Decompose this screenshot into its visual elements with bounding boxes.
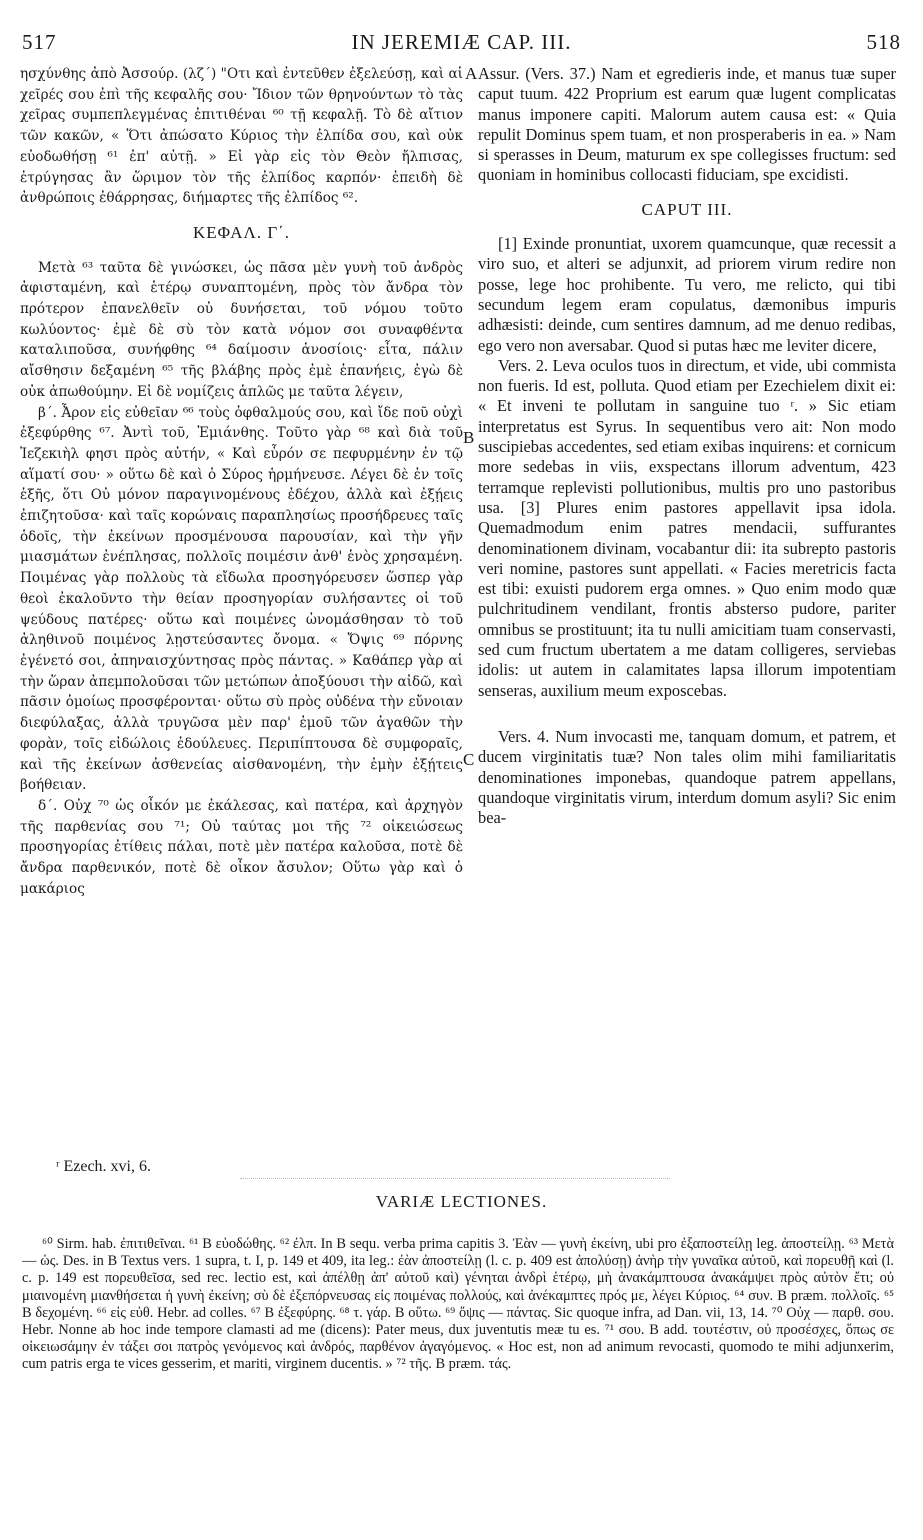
footnote: ʳ Ezech. xvi, 6. (56, 1158, 151, 1175)
latin-paragraph-1: Assur. (Vers. 37.) Nam et egredieris inde, et manus tuæ super caput tuum. 422 Proprium est earum quæ lugent complicatas manus imponere capiti. Malorum autem causa est: « Quia repulit Dominus spem tuam, et non prosperaberis in ea. » Nam si sperasses in Deum, maturum ex spe collegisses fructum: sed quoniam in hominibus collocasti fiduciam, spe excidisti. (478, 64, 896, 185)
margin-letter-b: B (463, 428, 475, 447)
latin-paragraph-4: Vers. 4. Num invocasti me, tanquam domum, et patrem, et ducem virginitatis tuæ? Non tales olim mihi familiaritatis denominationes imponebas, quandoque patrem appellans, quandoque virginitatis virum, interdum domum asyli? Sic enim bea- (478, 726, 896, 828)
left-column-number: 517 (22, 30, 57, 54)
variae-lectiones-heading: VARIÆ LECTIONES. (375, 1192, 548, 1211)
latin-paragraph-2: [1] Exinde pronuntiat, uxorem quamcunque, quæ recessit a viro suo, et alteri se adjunxit, ad priorem virum redire non posse, lege hoc prohibente. Tu vero, me relicto, qui tibi secundum legem eram copulatus, dæmonibus impuris adhæsisti: deinde, cum sentires damnum, ad me denuo redibas, ego vero non aversabar. Quod si putas hæc me leviter dicere, (478, 234, 896, 355)
right-column-number: 518 (866, 30, 901, 54)
paragraph-gap (478, 701, 896, 727)
variae-lectiones-notes (22, 1236, 894, 1518)
running-title: IN JEREMIÆ CAP. III. (351, 30, 572, 54)
greek-paragraph-2: Μετὰ ⁶³ ταῦτα δὲ γινώσκει, ὡς πᾶσα μὲν γυνὴ τοῦ ἀνδρὸς ἀφισταμένη, καὶ ἑτέρῳ συναπτομένη, πρὸς τὸν ἄνδρα τὸν πρότερον ἐπανελθεῖν οὐ δυνήσεται, τοῦ νόμου τοῦτο κωλύοντος· ἐμὲ δὲ σὺ τὸν κατὰ νόμον σοι συναφθέντα καταλιποῦσα, συνήφθης ⁶⁴ δαίμοσιν ἀνοσίοις· εἶτα, πάλιν αἴσθησιν δεξαμένη ⁶⁵ τῆς βλάβης πρὸς ἐμὲ ἐπανήεις, ἐγὼ δὲ οὐκ ἀπωθούμην. Εἰ δὲ νομίζεις ἁπλῶς με ταῦτα λέγειν, (20, 259, 463, 400)
greek-paragraph-3: β΄. Ἆρον εἰς εὐθεῖαν ⁶⁶ τοὺς ὀφθαλμούς σου, καὶ ἴδε ποῦ οὐχὶ ἐξεφύρθης ⁶⁷. Ἀντὶ τοῦ, Ἐμιάνθης. Τοῦτο γὰρ ⁶⁸ καὶ διὰ τοῦ Ἰεζεκιὴλ φησι πρὸς αὐτήν, « Καὶ εὗρόν σε πεφυρμένην ἐν τῷ αἵματί σου· » οὕτω δὲ καὶ ὁ Σύρος ἡρμήνευσε. Λέγει δὲ ἐν τοῖς ἑξῆς, ὅτι Οὐ μόνον παραγινομένους ἐδέχου, ἀλλὰ καὶ ἐξῄεις ἐπιζητοῦσα· καὶ ταῖς κορώναις παραπλησίως προσήδρευες ταῖς ὁδοῖς, τὴν ἐκείνων προσμένουσα παρουσίαν, καὶ τὴν γῆν μιασμάτων ἐνέπλησας, πολλοῖς ποιμέσιν ἀνθ' ἑνὸς χρησαμένη. Ποιμένας γὰρ πολλοὺς τὰ εἴδωλα προσηγόρευσεν ὥσπερ γὰρ θεοὶ ἐκαλοῦντο τὴν θείαν προσηγορίαν συλήσαντες οἱ τοῦ ψεύδους πατέρες· οὕτω καὶ ποιμένες ὠνομάσθησαν τὸ τοῦ ἀληθινοῦ ποιμένος λῃστεύσαντες ὄνομα. « Ὄψις ⁶⁹ πόρνης ἐγένετό σοι, ἀπηναισχύντησας πρὸς πάντας. » Καθάπερ γὰρ αἱ τὴν ὥραν ἀπεμπολοῦσαι τῶν μετώπων ἀποξύουσι τὴν αἰδῶ, καὶ πᾶσιν ὁμοίως προσφέρονται· οὕτω σὺ πρὸς οὐδένα τὴν εὔνοιαν διεφύλαξας, ἀλλὰ τρυγῶσα μὲν παρ' ἐμοῦ τῶν ἀγαθῶν τὴν φορὰν, τοῖς εἰδώλοις ἐδούλευες. Περιπίπτουσα δὲ συμφοραῖς, καὶ τῆς ἐκείνων ἀσθενείας αἰσθανομένη, τὴν ἐμὴν ἐξῄτεις βοήθειαν. (20, 404, 463, 794)
page-header (22, 30, 901, 58)
greek-paragraph-4: δ΄. Οὐχ ⁷⁰ ὡς οἶκόν με ἐκάλεσας, καὶ πατέρα, καὶ ἀρχηγὸν τῆς παρθενίας σου ⁷¹; Οὐ ταύτας μοι τῆς ⁷² οἰκειώσεως προσηγορίας ἐτίθεις πάλαι, ποτὲ μὲν πατέρα καλοῦσα, ποτὲ δὲ ἄνδρα παρθενικόν, ποτὲ δὲ οἶκον ἄσυλον; Οὕτω γὰρ καὶ ὁ μακάριος (20, 797, 463, 897)
divider (240, 1178, 670, 1179)
greek-column (20, 64, 463, 1160)
margin-letter-c: C (463, 750, 475, 769)
latin-chapter-heading: CAPUT III. (641, 199, 733, 219)
greek-chapter-heading: ΚΕΦΑΛ. Γ΄. (192, 222, 291, 242)
latin-paragraph-3: Vers. 2. Leva oculos tuos in directum, et vide, ubi commista non fueris. Id est, polluta. Quod etiam per Ezechielem dixit ei: « Et inveni te pollutam in sanguine tuo ʳ. » Sic etiam interpretatus est Syrus. In sequentibus vero ait: Non modo suscipiebas accedentes, sed etiam exibas inquirens: et cornicum more sedebas in viis, exspectans illorum adventum, 423 terramque replevisti pollutionibus, multis pro uno pastoribus usa. [3] Plures enim pastores appellavit ipsa idola. Quemadmodum enim patres mendacii, suffurantes denominationem divinam, vocabantur dii: ita subrepto pastoris veri nomine, pastores sunt appellati. « Facies meretricis facta est tibi: exuisti pudorem erga omnes. » Quo enim modo quæ pulchritudinem vendilant, frontis absterso pudore, pariter omnibus se prostituunt; ita tu nulli amicitiam tuam conservasti, sed cum fructum ubertatem a me datam colligeres, serviebas idolis: ut autem in calamitates lapsa illorum impotentiam senseras, auxilium meum exposcebas. (478, 355, 896, 700)
variae-lectiones-text: ⁶⁰ Sirm. hab. ἐπιτιθεῖναι. ⁶¹ B εὐοδώθης. ⁶² ἐλπ. In B sequ. verba prima capitis 3. Ἐὰν — γυνὴ ἐκείνη, ubi pro ἐξαποστείλῃ leg. ἀποστείλῃ. ⁶³ Μετὰ — ὡς. Des. in B Textus vers. 1 supra, t. I, p. 149 et 409, ita leg.: ἐὰν ἀποστείλῃ (l. c. p. 409 est ἀπολύσῃ) ἀνὴρ τὴν γυναῖκα αὐτοῦ, καὶ πορευθῇ καὶ (l. c. p. 149 est πορευθεῖσα, sed rec. lectio est, καὶ ἀπέλθῃ ἀπ' αὐτοῦ καὶ) γένηται ἀνδρὶ ἑτέρῳ, μὴ ἀνακάμπτουσα ἀνακάμψει πρὸς αὐτὸν ἔτι; οὐ μιαινομένη μιανθήσεται ἡ γυνὴ ἐκείνη; σὺ δὲ ἐξεπόρνευσας εἰς ποιμένας πολλούς, καὶ ἀνέκαμπτες πρός με, λέγει Κύριος. ⁶⁴ συν. B præm. πολλοῖς. ⁶⁵ B δεχομένη. ⁶⁶ εἰς εὐθ. Hebr. ad colles. ⁶⁷ B ἐξεφύρης. ⁶⁸ τ. γάρ. B οὕτω. ⁶⁹ ὄψις — πάντας. Sic quoque infra, ad Dan. vii, 13, 14. ⁷⁰ Οὐχ — παρθ. σου. Hebr. Nonne ab hoc inde tempore clamasti ad me (dicens): Pater meus, dux juventutis meæ tu es. ⁷¹ σου. B add. τουτέστιν, οὐ προσέσχες, ὅπως σε οἰκειωσάμην ἐν τάξει σοι πατρὸς γενόμενος καὶ ἀνδρός, παρθένον ἀγαγόμενος. « Hoc est, non ad animum revocasti, quomodo te mihi adjunxerim, cum patris erga te vices gesserim, et mariti, virginem ducentis. » ⁷² τῆς. B præm. τάς. (22, 1236, 894, 1373)
margin-letter-a: A (465, 64, 478, 83)
latin-column (478, 64, 896, 1160)
greek-paragraph-1: ησχύνθης ἀπὸ Ἀσσούρ. (λζ΄) "Οτι καὶ ἐντεῦθεν ἐξελεύσῃ, καὶ αἱ χεῖρές σου ἐπὶ τῆς κεφαλῆς σου· Ἴδιον τῶν θρηνούντων τὸ τὰς χεῖρας συμπεπλεγμένας ἐπιτιθέναι ⁶⁰ τῇ κεφαλῇ. Τὸ δὲ αἴτιον τῶν κακῶν, « Ὅτι ἀπώσατο Κύριος τὴν ἐλπίδα σου, καὶ οὐκ εὐοδωθήσῃ ⁶¹ ἐπ' αὐτῇ. » Εἰ γὰρ εἰς τὸν Θεὸν ἤλπισας, ἐτρύγησας ἂν ὥριμον τὸν τῆς ἐλπίδος καρπόν· ἐπειδὴ δὲ ἀνθρώποις ἐθάρρησας, διήμαρτες τῆς ἐλπίδος ⁶². (20, 66, 463, 207)
